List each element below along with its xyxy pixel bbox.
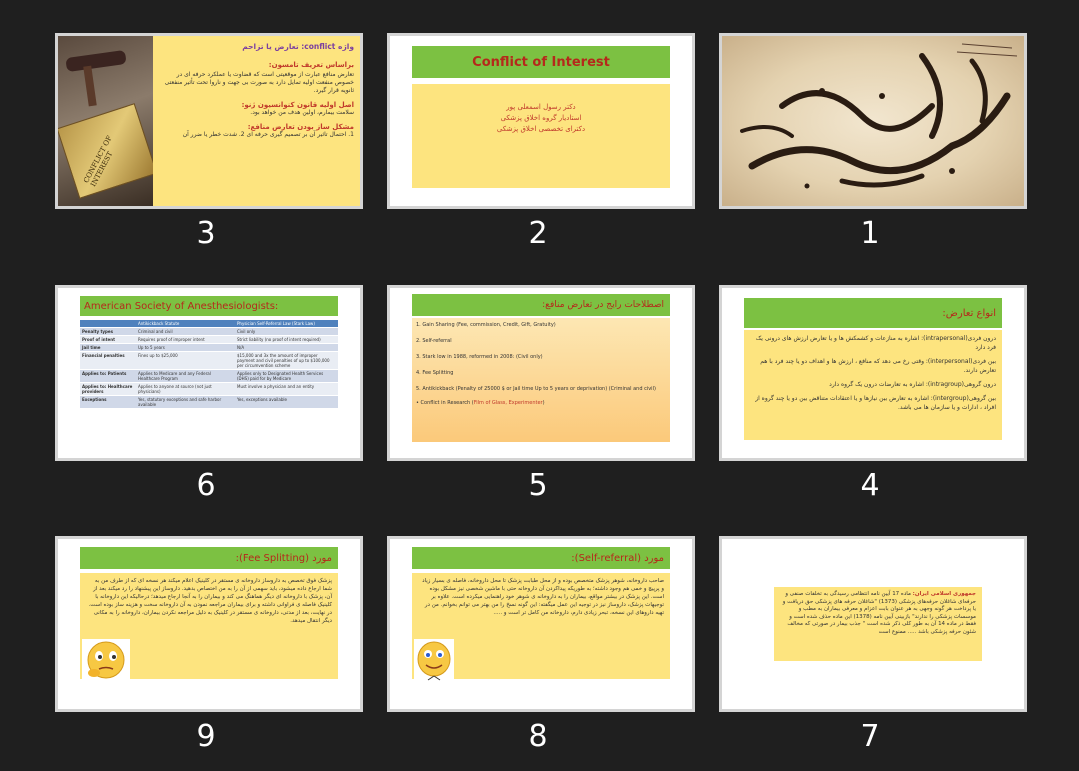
slide-5-title: اصطلاحات رایج در تعارض منافع:	[542, 300, 664, 310]
table-cell: Applies to: Patients	[80, 370, 136, 383]
slide-number-2: 2	[528, 216, 548, 251]
slide-number-7: 7	[860, 719, 880, 754]
table-cell: Fines up to $25,000	[136, 352, 235, 370]
table-row	[80, 344, 338, 352]
slide-number-3: 3	[196, 216, 216, 251]
table-cell: Strict liability (no proof of intent required)	[235, 336, 338, 344]
slide-4-title: انواع تعارض:	[942, 307, 996, 319]
sign-text: CONFLICT OF INTEREST	[82, 134, 115, 189]
slide-5-content	[412, 318, 670, 442]
slide-thumbnail-8[interactable]	[387, 536, 695, 712]
slide-thumbnail-2[interactable]	[387, 33, 695, 209]
list-item: بین فردی(interpersonal): وقتی رخ می دهد که منافع ، ارزش ها و اهداف دو یا چند فرد با هم تعارض دارند.	[760, 358, 996, 374]
table-header-cell: Antikickback Statute	[136, 320, 235, 328]
table-cell: Proof of intent	[80, 336, 136, 344]
comparison-table	[80, 320, 338, 409]
slide-number-6: 6	[196, 468, 216, 503]
slide-8-title: مورد (Self-referral):	[571, 552, 664, 564]
slide-thumbnail-4[interactable]	[719, 285, 1027, 461]
research-label: • Conflict in Research (	[416, 400, 474, 406]
slide-thumbnail-3[interactable]	[55, 33, 363, 209]
slide-number-1: 1	[860, 216, 880, 251]
table-cell: Financial penalties	[80, 352, 136, 370]
author-name: دکتر رسول اسمعلی پور	[506, 103, 576, 111]
table-cell: Yes, statutory exceptions and safe harbor available	[136, 396, 235, 409]
slide-5-title-banner	[412, 294, 670, 316]
slide-3-subheading-1: براساس تعریف تامسون:	[268, 61, 354, 69]
table-row	[80, 328, 338, 336]
research-close: )	[542, 400, 545, 406]
thinking-emoji-icon	[82, 639, 130, 681]
slide-2-author-box	[412, 84, 670, 188]
table-cell: Must involve a physician and an entity	[235, 383, 338, 396]
table-header-row	[80, 320, 338, 328]
slide-9-title-banner	[80, 547, 338, 569]
table-cell: Jail time	[80, 344, 136, 352]
table-row	[80, 336, 338, 344]
slide-6-title: American Society of Anesthesiologists:	[84, 300, 279, 312]
table-cell: Requires proof of improper intent	[136, 336, 235, 344]
slide-thumbnail-7[interactable]	[719, 536, 1027, 712]
list-item: 2. Self-referral	[416, 338, 452, 344]
slide-3-para-1: تعارض منافع عبارت از موقعیتی است که قضاوت یا عملکرد حرفه ای در خصوص منفعت اولیه تمایل دارد به صورت بی جهت و ناروا تحت تأثیر منفعتی ثانویه قرار گیرد.	[164, 71, 354, 94]
table-row	[80, 370, 338, 383]
conflict-gavel-image	[58, 36, 153, 206]
slide-2-title: Conflict of Interest	[472, 54, 610, 70]
table-header-cell	[80, 320, 136, 328]
research-examples: Film of Glass, Experimenter	[473, 400, 543, 406]
list-item: بین گروهی(intergroup): اشاره به تعارض بین نیازها و یا اعتقادات متناقض بین دو یا چند گروه از افراد ، ادارات و یا سازمان ها می باشد.	[755, 395, 996, 411]
table-cell: Up to 5 years	[136, 344, 235, 352]
table-cell: Exceptions	[80, 396, 136, 409]
table-cell: Yes, exceptions available	[235, 396, 338, 409]
slide-thumbnail-6[interactable]	[55, 285, 363, 461]
slide-number-4: 4	[860, 468, 880, 503]
law-label: جمهوری اسلامی ایران:	[912, 591, 976, 597]
table-cell: N/A	[235, 344, 338, 352]
list-item: درون گروهی(intragroup): اشاره به تعارضات درون یک گروه دارد	[829, 381, 996, 388]
slide-4-title-banner	[744, 298, 1002, 328]
table-cell: Applies to: Healthcare providers	[80, 383, 136, 396]
slide-number-9: 9	[196, 719, 216, 754]
case-text: صاحب داروخانه، شوهر پزشک متخصص بوده و از محل طبابت پزشک تا محل داروخانه، فاصله ی بسیار زیاد و پرپیچ و خمی هم وجود داشته؛ به طوریکه پیداکردن آن داروخانه حتی با ماشین شخصی نیز مشکل بوده است. این پزشک در بیشتر مواقع، بیماران را به داروخانه ی شوهر خود راهنمایی میکرده است. علاوه بر توجیهات پزشک، داروساز نیز در توجیه این عمل میگفته: این گونه نسخ را من بهتر می توانم بخوانم. من در تهیه داروهای این نسخه، تبحر زیادی دارم، داروخانه من کامل تر است و .....	[422, 578, 664, 616]
slide-3-para-3: 1. احتمال تاثیر آن بر تصمیم گیری حرفه ای 2. شدت خطر یا ضرر آن	[182, 131, 354, 138]
slide-7-content	[774, 587, 982, 661]
slide-3-heading: واژه conflict: تعارض یا تزاحم	[242, 42, 354, 51]
slide-6-title-banner	[80, 296, 338, 316]
table-cell: Applies only to Designated Health Services (DHS) paid for by Medicare	[235, 370, 338, 383]
list-item: 3. Stark low in 1988, reformed in 2008: (Civil only)	[416, 354, 543, 360]
law-body: ماده 17 آیین نامه انتظامی رسیدگی به تخلفات صنفی و حرفه‌ای شاغلان حرفه‌های پزشکی (1373) "شاغلان حرفه های پزشکی حق دریافت و یا پرداخت هر گونه وجهی به هر عنوان بابت اعزام و معرفی بیماران به مطب و موسسات پزشکی را ندارند" بازبینی آیین نامه (1378) این ماده حذف شده است و فقط در ماده 14 آن به طور کلی ذکر شده است " جذب بیمار در صورتی که مخالف شئون حرفه پزشکی باشد ..... ممنوع است	[782, 591, 976, 635]
table-cell: $15,000 and 3x the amount of improper payment and civil penalties of up to $100,000 per circumvention scheme	[235, 352, 338, 370]
table-cell: Civil only	[235, 328, 338, 336]
list-item: درون فردی(intrapersonal): اشاره به منازعات و کشمکش ها و یا تعارض ارزش های درونی یک فرد دارد	[755, 335, 996, 351]
table-cell: Penalty types	[80, 328, 136, 336]
slide-3-text-panel	[153, 36, 360, 206]
slide-number-5: 5	[528, 468, 548, 503]
slide-3-subheading-3: مشکل ساز بودن تعارض منافع:	[247, 123, 354, 131]
case-text: پزشک فوق تخصص به داروساز داروخانه ی مستقر در کلینیک اعلام میکند هر نسخه ای که از طرف من به شما ارجاع داده میشود، باید سهمی از آن را به من اختصاص بدهید. داروساز این پیشنهاد را رد میکند بعد از آن، پزشک با داروخانه ای دیگر هماهنگ می کند و بیماران را به آنجا ارجاع میدهد؛ درحالیکه این داروخانه با کلینیک فاصله ی فراوانی داشته و برای بیماران مراجعه نمودن به آن داروخانه سخت و هزینه ساز بوده است. در نهایت، بعد از مدتی، داروخانه ی مستقر در کلینیک به دلیل مراجعه نکردن بیماران، داروخانه را به مکانی دیگر انتقال میدهد.	[88, 578, 332, 624]
table-cell: Applies to Medicare and any Federal Healthcare Program	[136, 370, 235, 383]
smiling-emoji-icon	[414, 639, 454, 681]
author-degree: دکترای تخصصی اخلاق پزشکی	[496, 125, 586, 133]
table-row	[80, 352, 338, 370]
table-cell: Applies to anyone at source (not just physicians)	[136, 383, 235, 396]
table-row	[80, 383, 338, 396]
calligraphy-artwork	[722, 36, 1024, 206]
author-position: استادیار گروه اخلاق پزشکی	[500, 114, 582, 122]
table-header-cell: Physician Self-Referral Law (Stark Law)	[235, 320, 338, 328]
table-row	[80, 396, 338, 409]
slide-3-para-2: سلامت بیمارم، اولین هدف من خواهد بود.	[250, 109, 354, 116]
list-item: 4. Fee Splitting	[416, 370, 454, 376]
slide-2-title-banner	[412, 46, 670, 78]
slide-thumbnail-9[interactable]	[55, 536, 363, 712]
slide-9-title: مورد (Fee Splitting):	[235, 552, 332, 564]
slide-4-content	[744, 330, 1002, 440]
slide-number-8: 8	[528, 719, 548, 754]
law-article-text	[780, 591, 976, 636]
list-item: 5. Antikickback (Penalty of 25000 $ or Jail time Up to 5 years or deprivation) (Criminal and civil)	[416, 386, 656, 392]
research-line	[416, 400, 666, 407]
table-cell: Criminal and civil	[136, 328, 235, 336]
slide-thumbnail-5[interactable]	[387, 285, 695, 461]
slide-8-title-banner	[412, 547, 670, 569]
slide-3-subheading-2: اصل اولیه قانون کنوانسیون ژنو:	[241, 101, 354, 109]
slide-thumbnail-1[interactable]	[719, 33, 1027, 209]
calligraphy-strokes-icon	[722, 36, 1024, 206]
list-item: 1. Gain Sharing (Fee, commission, Credit, Gift, Gratuity)	[416, 322, 556, 328]
